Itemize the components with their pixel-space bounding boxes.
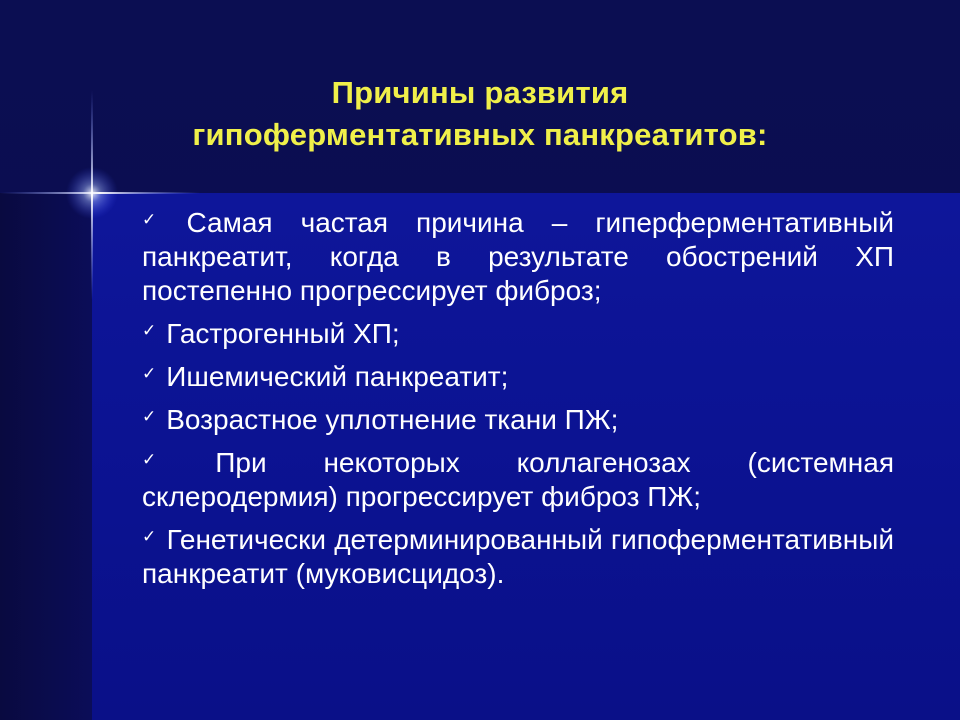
sidebar-band: [0, 193, 92, 720]
bullet-text: Самая частая причина – гиперферментативный панкреатит, когда в результате обострений ХП постепенно прогрессирует фиброз;: [142, 207, 894, 306]
slide-title: [120, 72, 840, 156]
bullet-text: Ишемический панкреатит;: [166, 361, 509, 392]
bullet-text: При некоторых коллагенозах (системная склеродермия) прогрессирует фиброз ПЖ;: [142, 447, 895, 512]
checkmark-icon: ✓: [142, 364, 157, 383]
bullet-list: [142, 203, 894, 597]
bullet-text: Генетически детерминированный гипоферментативный панкреатит (муковисцидоз).: [142, 524, 894, 589]
bullet-item: [142, 520, 894, 591]
bullet-text: Возрастное уплотнение ткани ПЖ;: [166, 404, 619, 435]
checkmark-icon: ✓: [142, 407, 157, 426]
bullet-item: [142, 203, 894, 308]
bullet-text: Гастрогенный ХП;: [166, 318, 400, 349]
bullet-item: [142, 400, 894, 437]
checkmark-icon: ✓: [142, 527, 157, 546]
checkmark-icon: ✓: [142, 210, 177, 229]
title-line-2: гипоферментативных панкреатитов:: [192, 117, 768, 152]
bullet-item: [142, 314, 894, 351]
checkmark-icon: ✓: [142, 321, 157, 340]
title-line-1: Причины развития: [331, 75, 629, 110]
bullet-item: [142, 443, 894, 514]
bullet-item: [142, 357, 894, 394]
checkmark-icon: ✓: [142, 450, 206, 469]
